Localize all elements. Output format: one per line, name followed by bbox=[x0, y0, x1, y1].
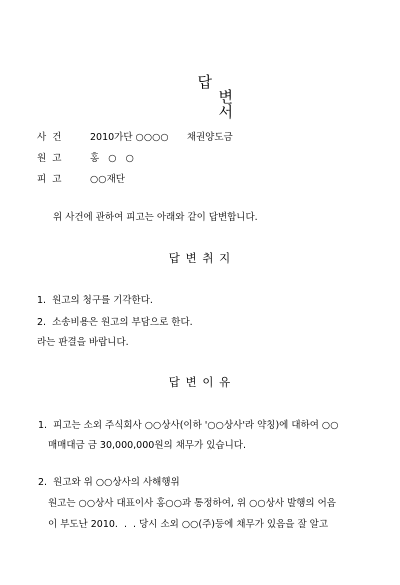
document-title bbox=[0, 60, 400, 120]
claim-heading: 답 변 취 지 bbox=[168, 251, 232, 265]
claim-item-1: 1. 원고의 청구를 기각한다. bbox=[37, 295, 153, 306]
reason-line-1: 1. 피고는 소외 주식회사 ○○상사(이하 '○○상사'라 약칭)에 대하여 ○○ bbox=[38, 420, 339, 431]
reason-line-4: 원고는 ○○상사 대표이사 홍○○과 통정하여, 위 ○○상사 발행의 어음 bbox=[48, 498, 336, 509]
claim-item-2: 2. 소송비용은 원고의 부담으로 한다. bbox=[37, 317, 193, 328]
party-label-case: 사 건 bbox=[37, 132, 62, 143]
reason-line-3: 2. 원고와 위 ○○상사의 사해행위 bbox=[38, 477, 180, 488]
party-value-plaintiff: 홍 ○ ○ bbox=[90, 153, 134, 164]
reason-heading: 답 변 이 유 bbox=[168, 375, 232, 389]
title-char-3: 서 bbox=[218, 103, 234, 121]
party-label-defendant: 피 고 bbox=[37, 174, 62, 185]
party-label-plaintiff: 원 고 bbox=[37, 153, 62, 164]
party-value-defendant: ○○재단 bbox=[90, 174, 125, 185]
reason-line-5: 이 부도난 2010. . . 당시 소외 ○○(주)등에 채무가 있음을 잘 알고 bbox=[48, 519, 329, 530]
title-char-1: 답 bbox=[197, 73, 213, 91]
reason-line-2: 매매대금 금 30,000,000원의 채무가 있습니다. bbox=[48, 440, 246, 451]
title-char-2: 변 bbox=[218, 88, 234, 106]
claim-closing: 라는 판결을 바랍니다. bbox=[37, 337, 129, 348]
party-value-case: 2010가단 ○○○○ 채권양도금 bbox=[90, 132, 233, 143]
intro-sentence: 위 사건에 관하여 피고는 아래와 같이 답변합니다. bbox=[53, 212, 258, 223]
